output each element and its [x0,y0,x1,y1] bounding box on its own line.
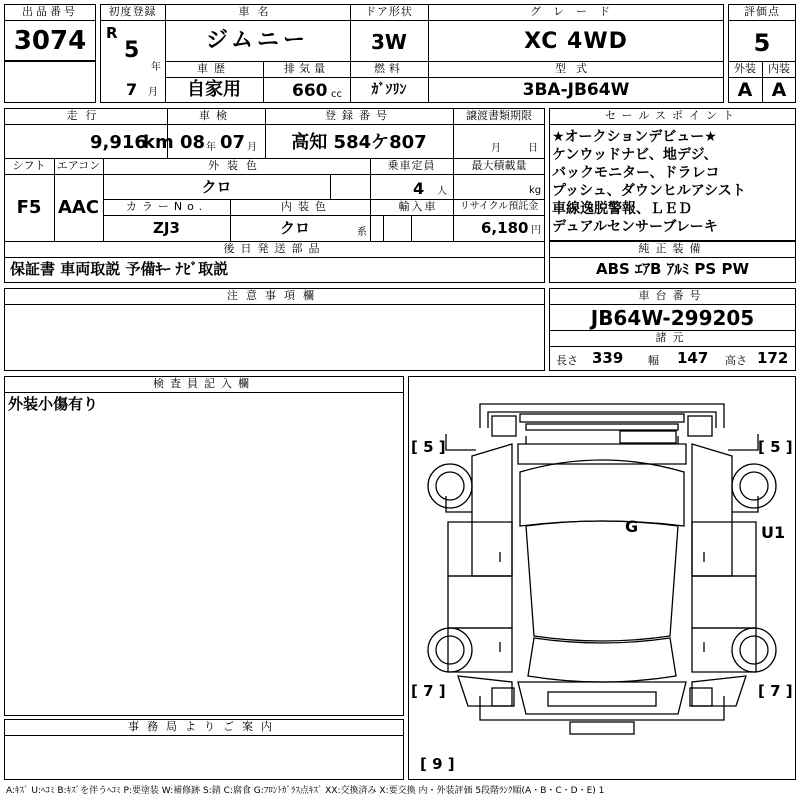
score: 5 [753,29,771,57]
exterior-color-label: 外装色 [208,159,265,172]
tire-front-left: [ 5 ] [411,438,446,456]
model-label: 型式 [555,62,597,75]
height-label: 高さ [725,354,747,367]
tire-front-right: [ 5 ] [758,438,793,456]
first-reg-month: 7 [126,80,138,99]
door-label: ドア形状 [365,5,413,18]
inspector-label: 検査員記入欄 [153,377,255,390]
color-no: ZJ3 [153,219,180,237]
height: 172 [757,349,789,367]
sales-point-line: ケンウッドナビ、地デジ、 [552,147,718,163]
inspection-year: 08 [180,132,206,153]
displacement-unit: cc [331,89,342,100]
inspection-label: 車検 [199,109,233,122]
inspection-year-unit: 年 [206,142,216,153]
length-label: 長さ [556,354,578,367]
history-label: 車歴 [197,62,231,75]
lot-label: 出品番号 [22,5,78,18]
grade: XC 4WD [524,29,628,54]
transfer-label: 譲渡書類期限 [466,109,532,122]
door: 3W [371,30,407,54]
sales-points-label: セールスポイント [604,109,740,122]
sales-point-line: バックモニター、ドラレコ [552,165,720,181]
exterior-color: クロ [201,178,232,196]
spec-label: 諸元 [655,331,690,344]
interior-grade: A [771,79,787,101]
transfer-month-unit: 月 [491,143,501,154]
recycle-unit: 円 [531,225,541,236]
equipment: ABS ｴｱB ｱﾙﾐ PS PW [595,260,749,278]
exterior-grade: A [737,79,753,101]
interior-label: 内装 [768,62,790,75]
capacity-label: 乗車定員 [387,159,436,172]
sales-point-line: ★オークションデビュー★ [552,129,717,145]
sales-point-line: デュアルセンサーブレーキ [552,219,718,235]
capacity: 4 [413,179,425,198]
caution-label: 注意事項欄 [227,289,322,302]
transfer-day-unit: 日 [528,143,538,154]
width-label: 幅 [648,354,659,367]
tire-rear-left: [ 7 ] [411,682,446,700]
recycle-label: リサイクル預託金 [459,201,539,212]
sales-point-line: 車線逸脱警報、ＬＥＤ [552,201,692,217]
first-reg-label: 初度登録 [108,5,157,18]
fuel-label: 燃料 [374,62,404,75]
registration-label: 登録番号 [325,109,393,122]
lot-blank-box [4,61,96,103]
interior-color-label: 内装色 [281,200,332,213]
year-unit: 年 [151,62,161,73]
tire-rear-right: [ 7 ] [758,682,793,700]
model: 3BA-JB64W [522,80,630,100]
mark-right-side: U1 [761,523,786,542]
score-label: 評価点 [744,5,780,18]
history: 自家用 [187,79,241,100]
aircon: AAC [57,197,100,218]
mileage-unit: km [143,132,174,153]
car-diagram [408,376,796,780]
length: 339 [592,349,624,367]
inspection-month-unit: 月 [247,142,257,153]
mark-glass: G [625,517,639,536]
office-label: 事務局よりご案内 [128,720,280,733]
inspection-month: 07 [220,132,246,153]
era: R [106,24,118,42]
shift: F5 [16,197,42,218]
interior-color-suffix: 系 [357,227,367,238]
load-unit: kg [529,185,542,196]
displacement: 660 [292,81,328,101]
inspector-note: 外装小傷有り [8,395,99,413]
load-label: 最大積載量 [471,159,527,172]
inspector-box [4,376,404,716]
capacity-unit: 人 [437,186,447,197]
delivery-label: 後日発送部品 [223,242,326,255]
aircon-label: エアコン [56,159,101,172]
displacement-label: 排気量 [284,62,329,75]
delivery: 保証書 車両取説 予備ｷｰ ﾅﾋﾞ取説 [10,260,229,278]
legend: A:ｷｽﾞ U:ﾍｺﾐ B:ｷｽﾞを伴うﾍｺﾐ P:要塗装 W:補修跡 S:錆 C:腐食 G:ﾌﾛﾝﾄｶﾞﾗｽ点ｷｽﾞ XX:交換済み X:要交換 内・外装評価 5段階ﾗﾝｸ順(A・B・C・D・E) 1 [6,786,605,796]
sales-point-line: プッシュ、ダウンヒルアシスト [552,183,746,199]
recycle: 6,180 [481,219,529,237]
width: 147 [677,349,709,367]
registration: 高知 584ケ807 [291,132,427,153]
mileage: 9,916 [90,132,147,153]
mileage-label: 走行 [66,109,105,122]
first-reg-year: 5 [124,38,140,63]
chassis-label: 車台番号 [638,289,707,302]
grade-label: グレード [530,5,622,18]
car-name-label: 車名 [238,5,277,18]
fuel: ｶﾞｿﾘﾝ [371,82,407,98]
sales-points-list [552,128,794,236]
car-name: ジムニー [205,28,310,53]
lot-number: 3074 [13,26,87,56]
interior-color: クロ [279,219,310,237]
color-no-label: カラーNo. [125,200,208,213]
import-label: 輸入車 [398,200,438,213]
chassis-number: JB64W-299205 [590,306,755,330]
month-unit: 月 [148,87,158,98]
exterior-label: 外装 [734,62,756,75]
tire-spare: [ 9 ] [420,755,455,773]
equipment-label: 純正装備 [638,242,707,255]
shift-label: シフト [12,159,46,172]
